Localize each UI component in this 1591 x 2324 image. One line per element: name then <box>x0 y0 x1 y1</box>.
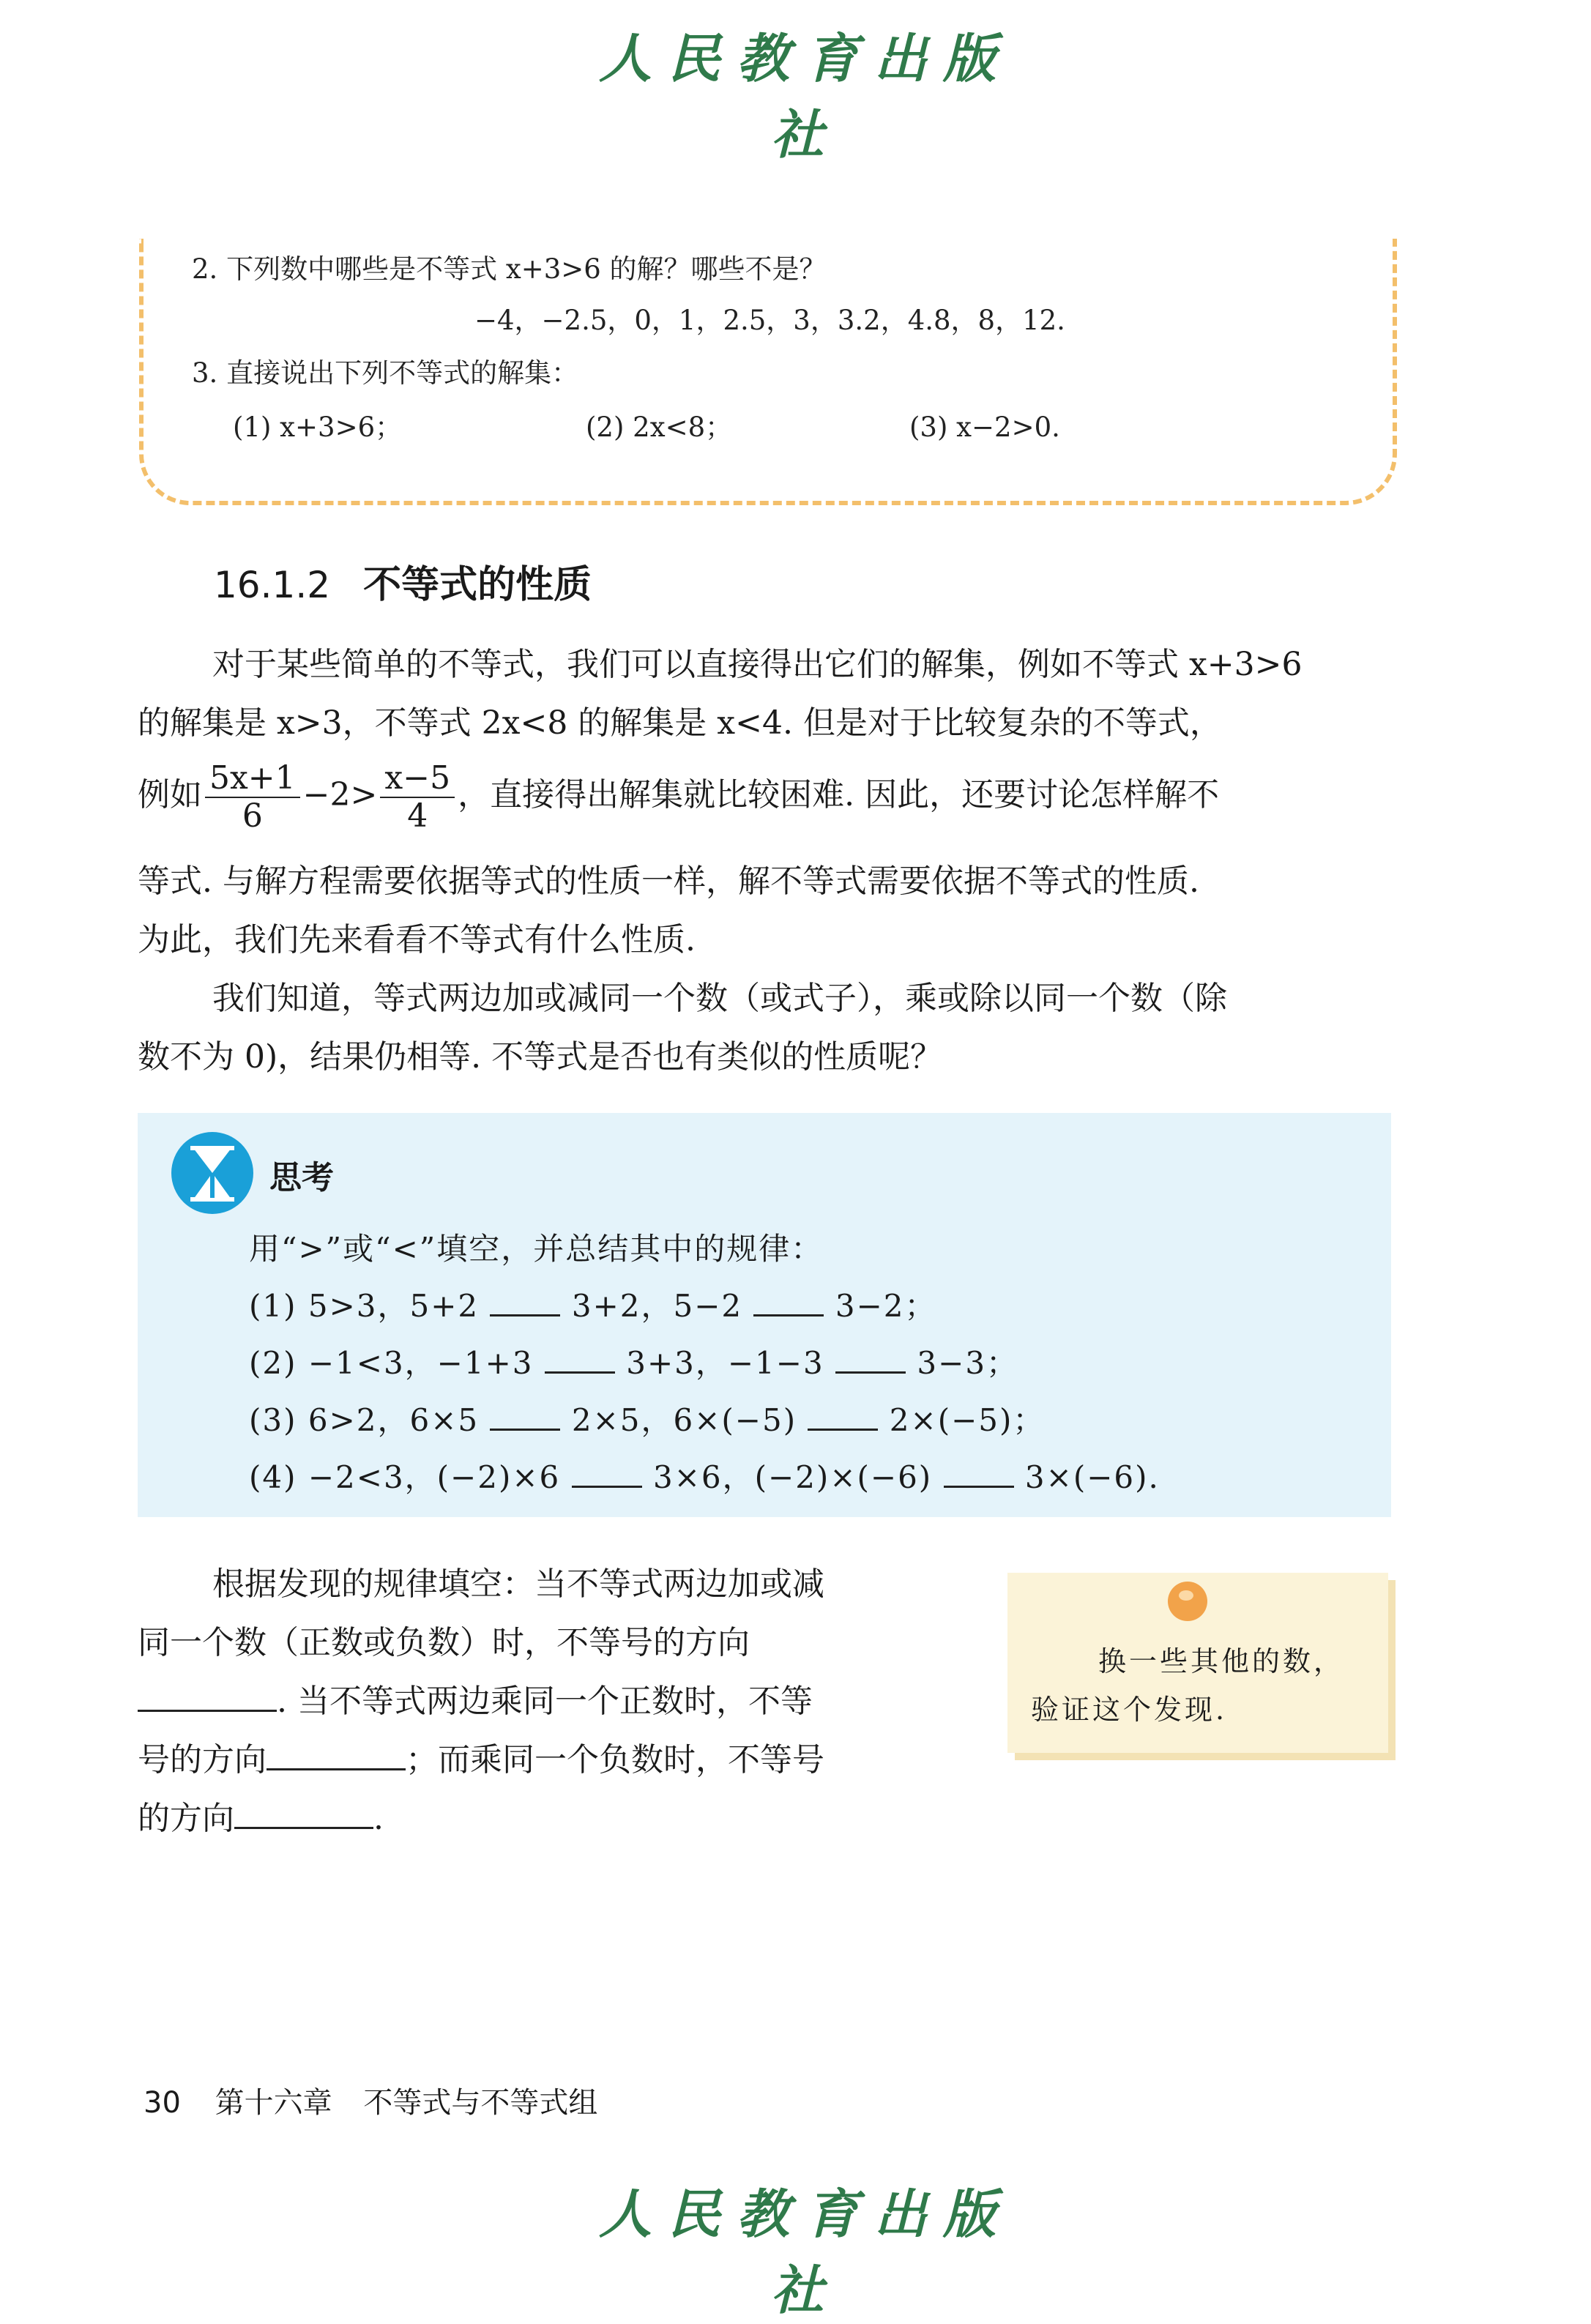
publisher-logo-bottom: 人民教育出版社 <box>598 2183 1012 2321</box>
item-1-part-2: 3+2，5−2 <box>571 1288 743 1324</box>
exercise-3-text: 直接说出下列不等式的解集： <box>226 357 579 389</box>
line-3-mid: −2> <box>302 776 378 813</box>
think-item-2 <box>249 1341 1018 1385</box>
answer-blank <box>808 1402 878 1431</box>
line-3-prefix: 例如 <box>138 776 202 813</box>
publisher-logo-top: 人民教育出版社 <box>598 27 1012 165</box>
item-3-part-2: 2×5，6×(−5) <box>571 1402 797 1438</box>
fraction-2 <box>380 760 455 835</box>
answer-blank <box>944 1459 1014 1488</box>
chapter-number: 第十六章 <box>215 2086 332 2120</box>
exercise-3-item-1: (1) x+3>6； <box>233 411 403 443</box>
item-4-part-2: 3×6，(−2)×(−6) <box>653 1459 933 1495</box>
item-2-part-2: 3+3，−1−3 <box>626 1345 824 1381</box>
fraction-1 <box>205 760 300 835</box>
think-item-1 <box>249 1284 936 1328</box>
answer-blank <box>572 1459 642 1488</box>
think-icon <box>171 1132 253 1214</box>
exercise-3-number: 3. <box>192 357 218 389</box>
exercise-2-values: −4，−2.5，0，1，2.5，3，3.2，4.8，8，12. <box>474 305 1065 336</box>
note-line-2: 验证这个发现. <box>1031 1694 1228 1726</box>
fill-line-5-prefix: 的方向 <box>138 1800 234 1837</box>
fill-line-4 <box>138 1731 824 1789</box>
paragraph-1-line-2: 的解集是 x>3，不等式 2x<8 的解集是 x<4. 但是对于比较复杂的不等式， <box>138 704 1222 742</box>
note-line-1: 换一些其他的数， <box>1098 1645 1345 1677</box>
fill-line-5 <box>138 1789 384 1848</box>
think-title: 思考 <box>269 1159 334 1196</box>
answer-blank <box>545 1345 615 1374</box>
answer-blank <box>490 1402 560 1431</box>
fraction-2-denominator: 4 <box>407 797 428 835</box>
exercise-3-item-3: (3) x−2>0. <box>909 411 1060 443</box>
think-intro: 用“>”或“<”填空，并总结其中的规律： <box>249 1231 824 1267</box>
paragraph-1-line-4: 等式. 与解方程需要依据等式的性质一样，解不等式需要依据不等式的性质. <box>138 863 1199 900</box>
paragraph-2-line-1: 我们知道，等式两边加或减同一个数（或式子），乘或除以同一个数（除 <box>212 980 1227 1017</box>
fill-line-1: 根据发现的规律填空：当不等式两边加或减 <box>212 1565 824 1603</box>
answer-blank <box>753 1288 824 1316</box>
item-4-part-3: 3×(−6). <box>1024 1459 1160 1495</box>
answer-blank <box>138 1680 277 1712</box>
fill-line-4-prefix: 号的方向 <box>138 1741 267 1779</box>
item-3-part-1: (3) 6>2，6×5 <box>249 1402 480 1438</box>
fraction-2-numerator: x−5 <box>380 760 455 798</box>
page-number: 30 <box>144 2086 181 2120</box>
fill-line-3-text: . 当不等式两边乘同一个正数时，不等 <box>277 1683 813 1720</box>
item-2-part-3: 3−3； <box>917 1345 1019 1381</box>
answer-blank <box>835 1345 906 1374</box>
paragraph-1-line-5: 为此，我们先来看看不等式有什么性质. <box>138 921 696 958</box>
exercise-2-text: 下列数中哪些是不等式 x+3>6 的解？哪些不是？ <box>226 253 827 285</box>
fill-line-3 <box>138 1672 813 1731</box>
fill-line-2: 同一个数（正数或负数）时，不等号的方向 <box>138 1624 750 1661</box>
item-4-part-1: (4) −2<3，(−2)×6 <box>249 1459 561 1495</box>
paragraph-1-line-3 <box>138 759 1219 835</box>
fraction-1-numerator: 5x+1 <box>205 760 300 798</box>
exercise-3 <box>192 356 578 391</box>
section-number: 16.1.2 <box>214 564 331 606</box>
fill-line-4-suffix: ；而乘同一个负数时，不等号 <box>406 1741 824 1779</box>
item-1-part-3: 3−2； <box>835 1288 937 1324</box>
section-heading <box>214 554 592 608</box>
section-title: 不等式的性质 <box>363 563 592 607</box>
answer-blank <box>267 1739 406 1770</box>
item-1-part-1: (1) 5>3，5+2 <box>249 1288 480 1324</box>
answer-blank <box>490 1288 560 1316</box>
item-2-part-1: (2) −1<3，−1+3 <box>249 1345 534 1381</box>
item-3-part-3: 2×(−5)； <box>889 1402 1046 1438</box>
pushpin-shine <box>1179 1590 1193 1601</box>
pushpin-icon <box>1168 1582 1207 1621</box>
paragraph-2-line-2: 数不为 0)，结果仍相等. 不等式是否也有类似的性质呢？ <box>138 1038 943 1076</box>
exercise-3-item-2: (2) 2x<8； <box>586 411 733 443</box>
chapter-title: 不等式与不等式组 <box>363 2086 598 2120</box>
think-item-4 <box>249 1456 1160 1500</box>
think-item-3 <box>249 1399 1045 1442</box>
answer-blank <box>234 1798 373 1829</box>
line-3-suffix: ，直接得出解集就比较困难. 因此，还要讨论怎样解不 <box>458 776 1220 813</box>
fill-line-5-suffix: . <box>373 1800 384 1837</box>
page-footer <box>144 2079 597 2121</box>
exercise-2-number: 2. <box>192 253 218 285</box>
exercise-2 <box>192 252 827 287</box>
paragraph-1-line-1: 对于某些简单的不等式，我们可以直接得出它们的解集，例如不等式 x+3>6 <box>212 646 1303 683</box>
fraction-1-denominator: 6 <box>242 797 263 835</box>
hourglass-icon <box>171 1132 253 1214</box>
